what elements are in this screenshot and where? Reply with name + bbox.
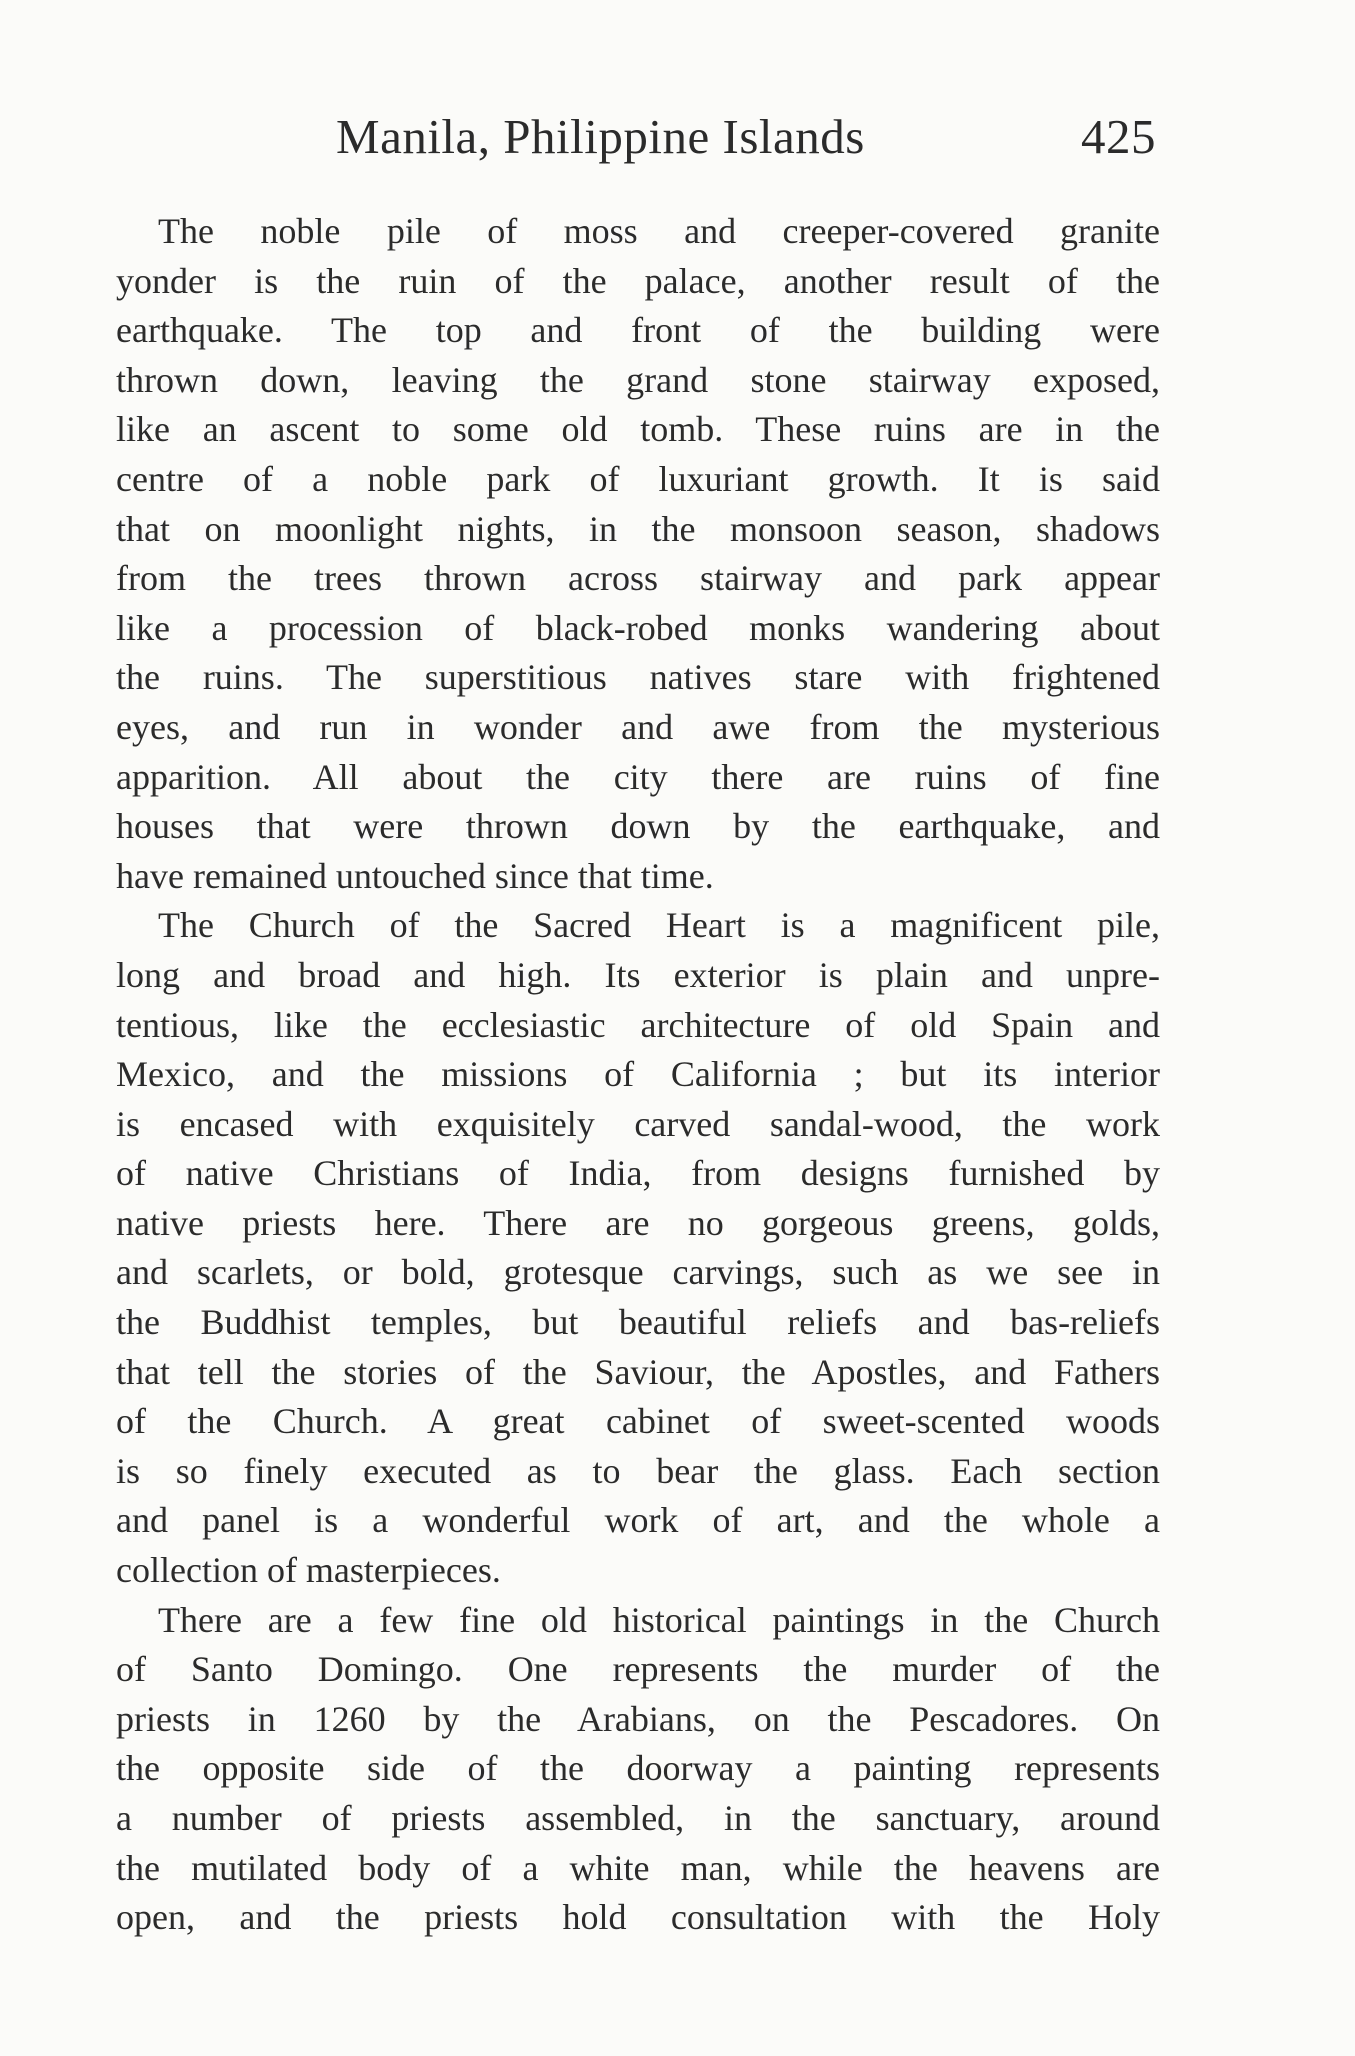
text-line: earthquake. The top and front of the building were (116, 310, 1160, 351)
running-title: Manila, Philippine Islands (336, 109, 865, 164)
text-line: priests in 1260 by the Arabians, on the Pescadores. On (116, 1698, 1160, 1739)
text-line: from the trees thrown across stairway and park appear (116, 558, 1160, 599)
text-line: houses that were thrown down by the earthquake, and (116, 806, 1160, 847)
text-line: the ruins. The superstitious natives stare with frightened (116, 657, 1160, 698)
text-line: like an ascent to some old tomb. These ruins are in the (116, 409, 1160, 450)
text-line: is encased with exquisitely carved sandal-wood, the work (116, 1103, 1160, 1144)
text-line: native priests here. There are no gorgeous greens, golds, (116, 1202, 1160, 1243)
text-line: is so finely executed as to bear the glass. Each section (116, 1450, 1160, 1491)
body-text (116, 207, 1160, 1943)
text-line: There are a few fine old historical paintings in the Church (158, 1599, 1160, 1640)
text-line: of native Christians of India, from designs furnished by (116, 1153, 1160, 1194)
text-line: eyes, and run in wonder and awe from the mysterious (116, 706, 1160, 747)
text-line: a number of priests assembled, in the sanctuary, around (116, 1798, 1160, 1838)
text-line: tentious, like the ecclesiastic architecture of old Spain and (116, 1004, 1160, 1045)
text-line: long and broad and high. Its exterior is plain and unpre- (116, 954, 1160, 995)
text-line: have remained untouched since that time. (116, 855, 714, 896)
text-line: open, and the priests hold consultation with the Holy (116, 1897, 1160, 1938)
text-line: that on moonlight nights, in the monsoon season, shadows (116, 508, 1160, 549)
text-line: The noble pile of moss and creeper-covered granite (158, 211, 1160, 251)
text-line: collection of masterpieces. (116, 1550, 501, 1591)
text-line: centre of a noble park of luxuriant growth. It is said (116, 458, 1160, 499)
text-line: yonder is the ruin of the palace, another result of the (116, 260, 1160, 301)
text-line: and scarlets, or bold, grotesque carvings, such as we see in (116, 1252, 1160, 1293)
running-head (336, 108, 1156, 168)
text-line: that tell the stories of the Saviour, the Apostles, and Fathers (116, 1351, 1160, 1392)
text-line: apparition. All about the city there are ruins of fine (116, 756, 1160, 797)
text-line: and panel is a wonderful work of art, and the whole a (116, 1500, 1160, 1541)
page-number: 425 (1081, 109, 1156, 164)
text-line: thrown down, leaving the grand stone stairway exposed, (116, 359, 1160, 400)
text-line: the opposite side of the doorway a painting represents (116, 1748, 1160, 1789)
text-line: like a procession of black-robed monks wandering about (116, 607, 1160, 648)
text-line: of Santo Domingo. One represents the murder of the (116, 1649, 1160, 1690)
text-line: of the Church. A great cabinet of sweet-scented woods (116, 1401, 1160, 1442)
text-line: the mutilated body of a white man, while the heavens are (116, 1847, 1160, 1888)
text-line: The Church of the Sacred Heart is a magnificent pile, (158, 905, 1160, 946)
text-line: Mexico, and the missions of California ; but its interior (116, 1054, 1160, 1095)
text-line: the Buddhist temples, but beautiful reliefs and bas-reliefs (116, 1302, 1160, 1343)
